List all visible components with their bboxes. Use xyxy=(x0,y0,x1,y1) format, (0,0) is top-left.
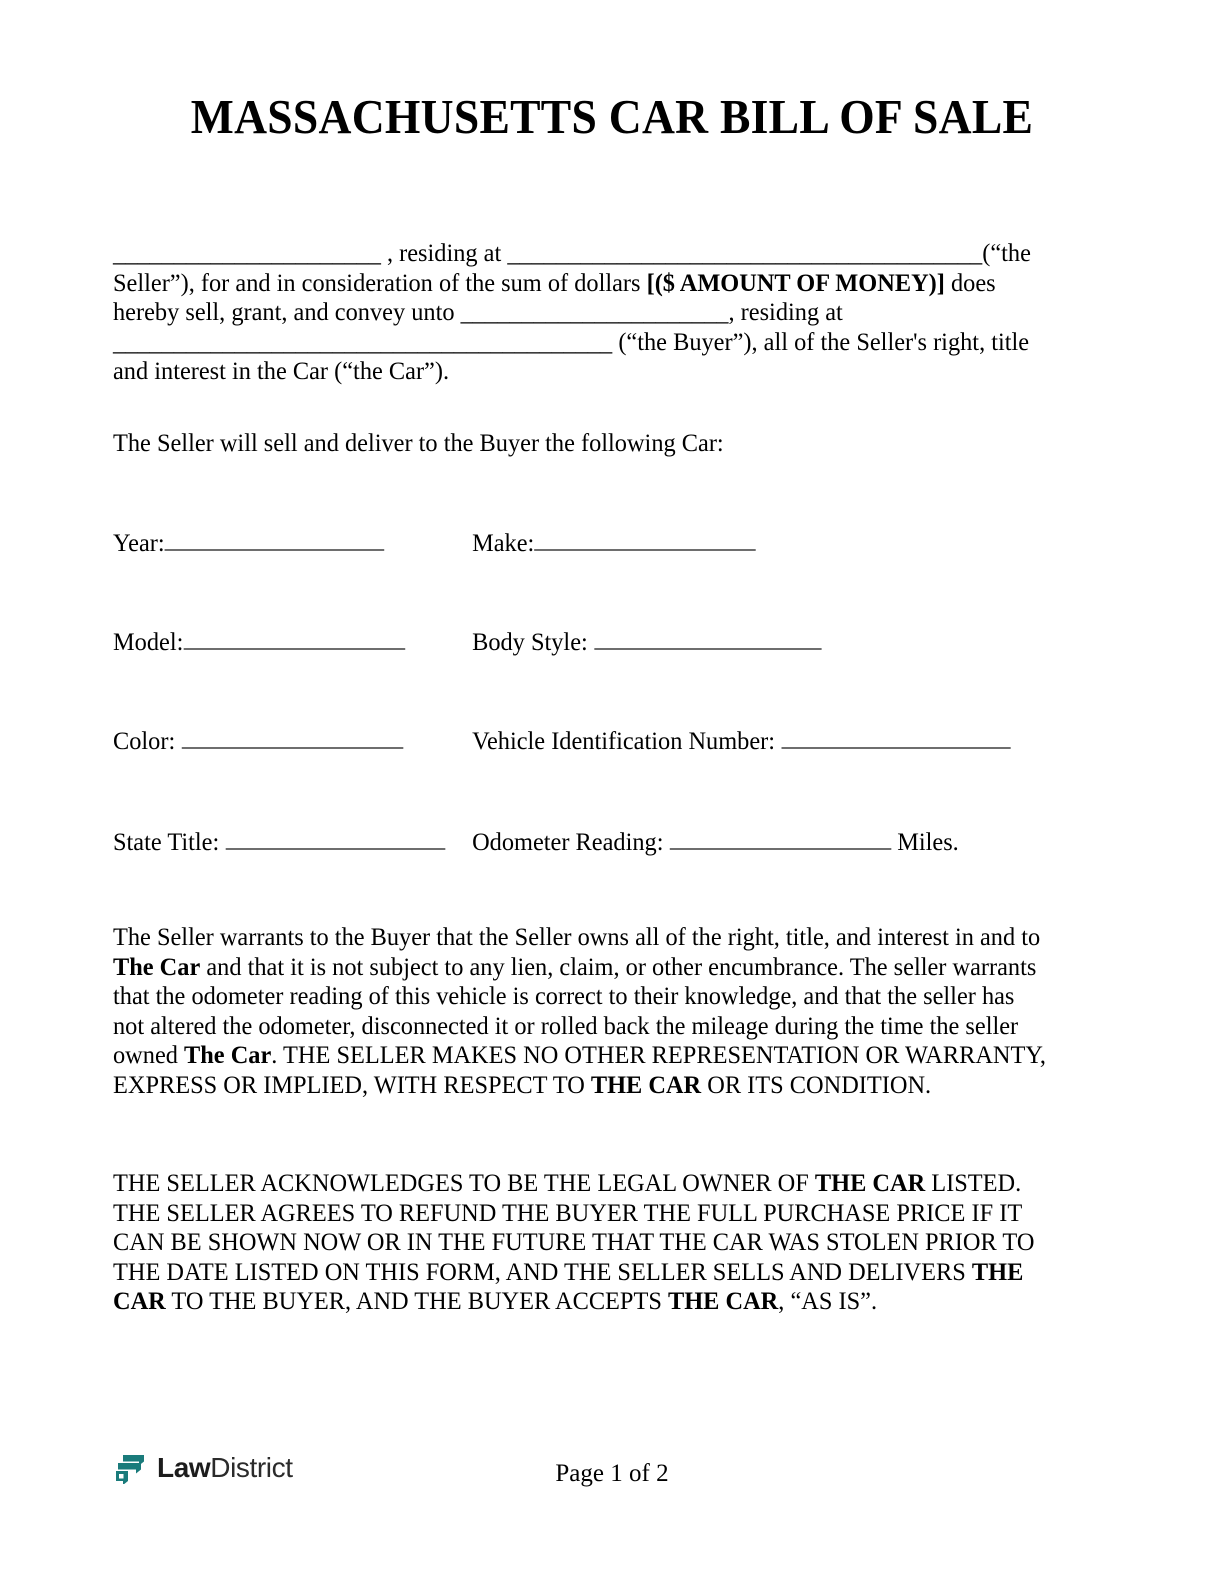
field-state-title-input[interactable] xyxy=(225,828,445,850)
the-car-bold-2: The Car xyxy=(184,1040,272,1069)
amount-placeholder[interactable]: [($ AMOUNT OF MONEY)] xyxy=(646,267,945,297)
field-color-label: Color: xyxy=(113,726,182,755)
field-vin[interactable] xyxy=(472,726,1010,756)
field-body-style-label: Body Style: xyxy=(472,627,594,656)
deliver-statement: The Seller will sell and deliver to the Buyer the following Car: xyxy=(113,428,724,457)
page-footer xyxy=(0,1438,1224,1518)
field-row-model-bodystyle xyxy=(113,627,1049,657)
ack-text-3: TO THE BUYER, AND THE BUYER ACCEPTS xyxy=(165,1286,668,1315)
the-car-bold-1: The Car xyxy=(113,951,201,981)
field-year[interactable] xyxy=(113,528,472,558)
field-odometer-label: Odometer Reading: xyxy=(472,827,670,856)
ack-the-car-bold-3: THE CAR xyxy=(667,1286,779,1315)
warranty-text-4: OR ITS CONDITION. xyxy=(701,1069,932,1099)
acknowledgement-paragraph xyxy=(113,1168,1049,1316)
field-make-label: Make: xyxy=(472,528,535,557)
ack-the-car-bold-1: THE CAR xyxy=(814,1168,926,1197)
field-color-input[interactable] xyxy=(181,727,403,749)
field-state-title-label: State Title: xyxy=(113,827,226,856)
residing-at-label-1: , residing at xyxy=(380,238,508,267)
field-model-input[interactable] xyxy=(183,628,405,650)
field-state-title[interactable] xyxy=(113,827,472,857)
field-odometer-input[interactable] xyxy=(670,828,892,850)
intro-paragraph xyxy=(113,238,1049,386)
field-make-input[interactable] xyxy=(534,529,756,551)
warranty-text-3: . THE SELLER MAKES NO OTHER REPRESENTATION OR WARRANTY, EXPRESS OR IMPLIED, WITH RESPECT TO xyxy=(113,1040,1046,1099)
seller-tag-text: (“the Seller”), for and in consideration of the sum of dollars xyxy=(113,238,1031,297)
the-car-bold-3: THE CAR xyxy=(590,1069,702,1099)
field-color[interactable] xyxy=(113,726,472,756)
buyer-address-blank[interactable]: _________________________________________ xyxy=(113,326,613,356)
warranty-paragraph xyxy=(113,922,1049,1099)
warranty-text-2: and that it is not subject to any lien, claim, or other encumbrance. The seller warrants that the odometer reading of this vehicle is correct to their knowledge, and that the seller has not altered the odometer, disconnected it or rolled back the mileage during the time the seller owned xyxy=(113,951,1037,1069)
field-model-label: Model: xyxy=(113,627,184,656)
ack-text-1: THE SELLER ACKNOWLEDGES TO BE THE LEGAL OWNER OF xyxy=(113,1168,815,1197)
page-title: MASSACHUSETTS CAR BILL OF SALE xyxy=(190,89,1034,144)
warranty-text-1: The Seller warrants to the Buyer that the Seller owns all of the right, title, and interest in and to xyxy=(113,922,1041,951)
logo-word-district: District xyxy=(210,1452,293,1483)
buyer-name-blank[interactable]: ______________________ xyxy=(460,297,729,326)
seller-address-blank[interactable]: _______________________________________ xyxy=(507,238,983,267)
field-row-title-odometer xyxy=(113,827,1049,857)
field-make[interactable] xyxy=(472,528,756,558)
field-year-label: Year: xyxy=(113,528,165,557)
field-vin-label: Vehicle Identification Number: xyxy=(472,726,782,755)
logo-word-law: Law xyxy=(157,1452,211,1483)
ack-text-4: , “AS IS”. xyxy=(778,1286,878,1315)
field-miles-suffix: Miles. xyxy=(891,827,959,856)
ack-text-2: LISTED. THE SELLER AGREES TO REFUND THE BUYER THE FULL PURCHASE PRICE IF IT CAN BE SHOWN NOW OR IN THE FUTURE THAT THE CAR WAS STOLEN PRIOR TO THE DATE LISTED ON THIS FORM, AND THE SELLER SELLS AND DELIVERS xyxy=(113,1168,1035,1286)
field-year-input[interactable] xyxy=(165,529,385,551)
field-body-style[interactable] xyxy=(472,627,821,657)
page-number: Page 1 of 2 xyxy=(555,1460,669,1487)
field-vin-input[interactable] xyxy=(781,727,1010,749)
field-body-style-input[interactable] xyxy=(594,628,821,650)
after-amount-text: does hereby sell, grant, and convey unto xyxy=(113,267,996,326)
buyer-tag-text: (“the Buyer”), all of the Seller's right, title and interest in the Car (“the Car”). xyxy=(113,326,1030,385)
field-row-year-make xyxy=(113,528,1049,558)
residing-at-label-2: , residing at xyxy=(728,297,843,326)
ack-the-car-bold-2: THE CAR xyxy=(113,1256,1024,1315)
field-row-color-vin xyxy=(113,726,1049,756)
seller-name-blank[interactable]: ______________________ xyxy=(113,238,381,267)
field-model[interactable] xyxy=(113,627,472,657)
field-odometer[interactable] xyxy=(472,827,959,857)
